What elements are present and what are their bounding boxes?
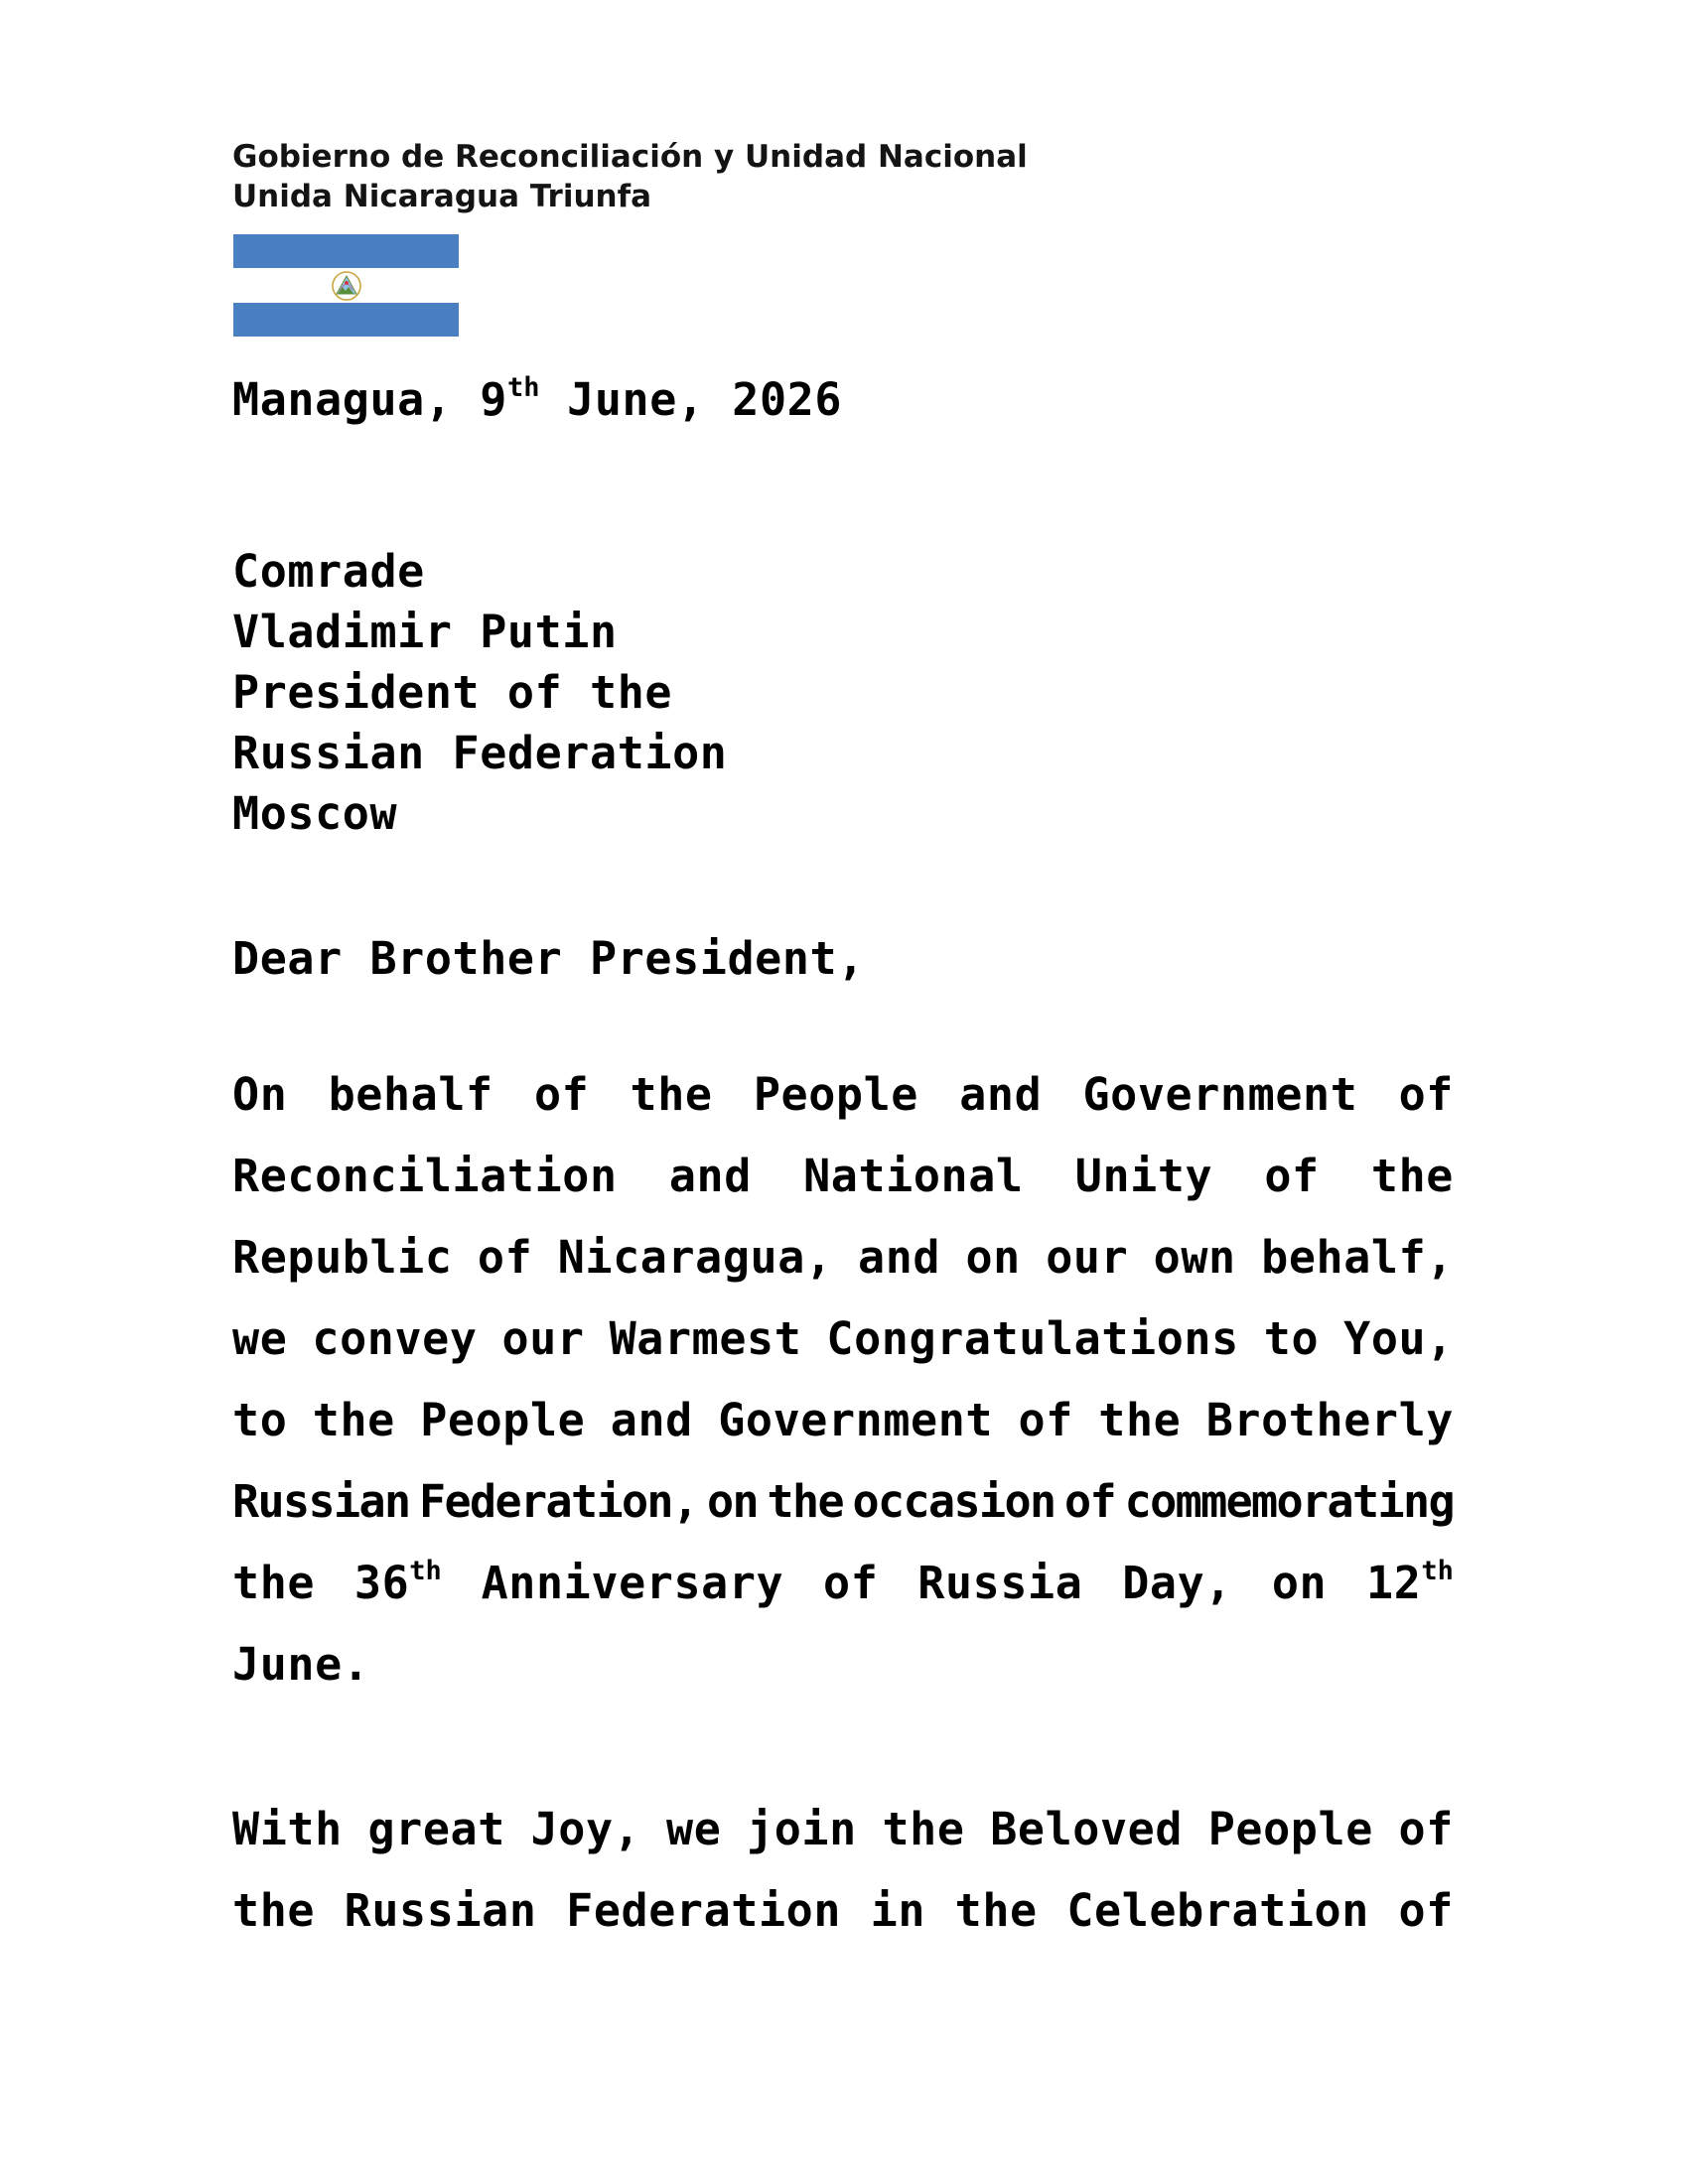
address-line: Vladimir Putin [232,606,618,658]
nicaragua-flag-icon [233,234,459,337]
flag-top-band [233,234,459,268]
paragraph-line: On behalf of the People and Government of [232,1068,1454,1121]
address-line: Moscow [232,787,398,840]
paragraph-line: Russian Federation, on the occasion of commemorating [232,1475,1454,1528]
address-line: Russian Federation [232,727,728,779]
paragraph-line: June. [232,1638,370,1691]
body-paragraph-1 [232,1054,1454,1706]
coat-of-arms-icon [329,270,364,302]
paragraph-line: the Russian Federation in the Celebration of [232,1884,1454,1937]
government-name: Gobierno de Reconciliación y Unidad Nacional [232,139,1028,175]
address-line: President of the [232,666,673,719]
letter-date: Managua, 9th June, 2026 [232,372,843,426]
paragraph-line: the 36th Anniversary of Russia Day, on 12th [232,1556,1454,1609]
salutation: Dear Brother President, [232,932,865,985]
government-motto: Unida Nicaragua Triunfa [232,179,652,214]
body-paragraph-2 [232,1789,1454,1952]
letterhead [232,137,1028,216]
paragraph-line: Reconciliation and National Unity of the [232,1150,1454,1202]
paragraph-line: Republic of Nicaragua, and on our own behalf, [232,1231,1454,1284]
recipient-address [232,541,727,844]
address-line: Comrade [232,545,425,598]
flag-bottom-band [233,303,459,337]
paragraph-line: With great Joy, we join the Beloved People of [232,1803,1454,1855]
paragraph-line: to the People and Government of the Brotherly [232,1394,1454,1446]
paragraph-line: we convey our Warmest Congratulations to You, [232,1312,1454,1365]
